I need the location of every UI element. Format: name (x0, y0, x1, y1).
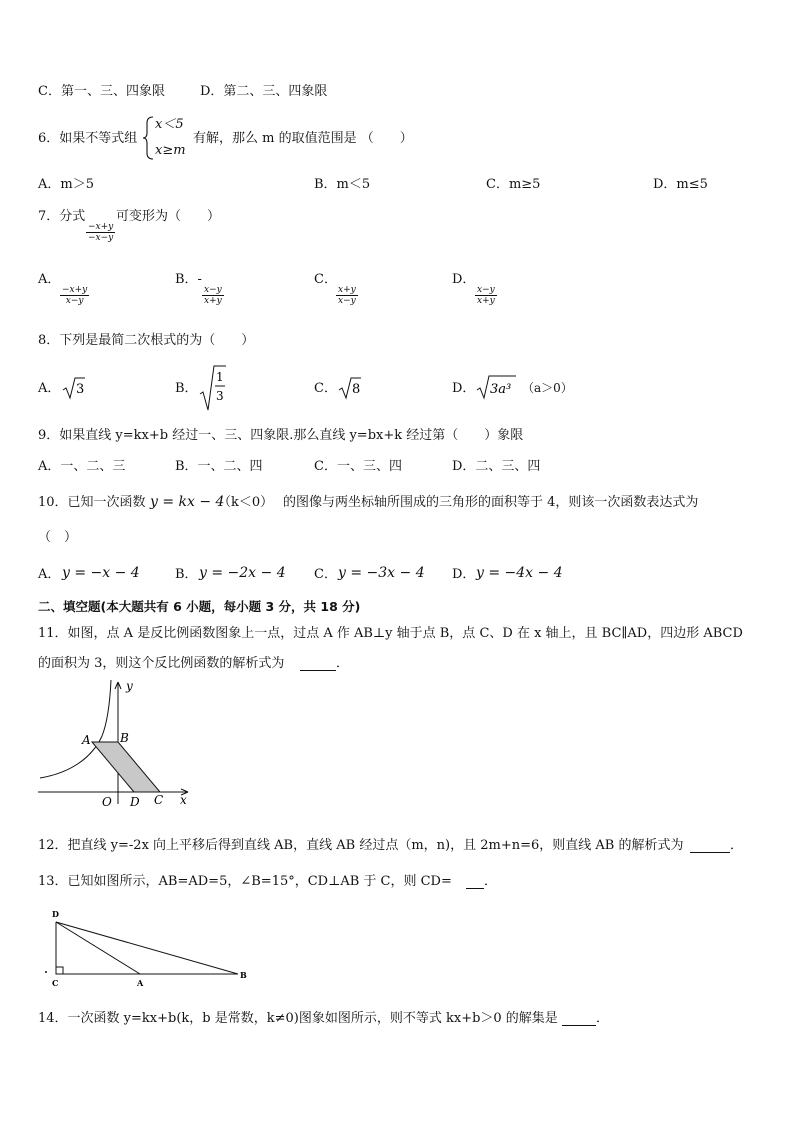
q10-answer-paren: （ ） (38, 530, 78, 545)
q7-option-c-fraction (336, 285, 358, 306)
q7-prefix: 7．分式 (38, 209, 86, 224)
q8-option-b-numerator: 1 (216, 370, 224, 384)
q8-option-b-denominator: 3 (216, 389, 224, 403)
q11-label-b: B (120, 731, 129, 745)
q13-label-c: C (52, 978, 59, 988)
section-2-heading: 二、填空题(本大题共有 6 小题，每小题 3 分，共 18 分) (38, 599, 361, 614)
q11-label-c: C (154, 793, 164, 807)
q8-option-b-label: B． (175, 381, 198, 396)
q13-text: 13．已知如图所示，AB=AD=5，∠B=15°，CD⊥AB 于 C，则 CD= (38, 874, 452, 889)
q7-suffix: 可变形为（ ） (116, 209, 221, 224)
q7-option-d-numerator: x−y (477, 285, 495, 295)
q10-option-d-function: y = −4x − 4 (476, 565, 563, 581)
q13-end: ． (484, 874, 498, 889)
q11-parallelogram (92, 742, 160, 792)
q8-option-d-condition: （a＞0） (522, 381, 573, 395)
q11-hyperbola (40, 680, 111, 778)
q13-segment-da (56, 922, 140, 974)
q11-label-d: D (130, 795, 140, 809)
q7-option-a-numerator: −x+y (62, 285, 88, 295)
q7-fraction-denominator: −x−y (88, 233, 114, 243)
q12-end: ． (730, 838, 744, 853)
q8-option-a-label: A． (38, 381, 61, 396)
q11-line-1: 11．如图，点 A 是反比例函数图象上一点，过点 A 作 AB⊥y 轴于点 B，点 C、D 在 x 轴上，且 BC∥AD，四边形 ABCD (38, 626, 743, 641)
q10-option-a-label: A． (38, 567, 61, 582)
q9-option-c: C．一、三、四 (314, 459, 402, 474)
q8-option-a-radicand: 3 (76, 382, 85, 397)
q6-suffix: 有解，那么 m 的取值范围是 （ ） (193, 131, 413, 146)
q6-inequality-1: x＜5 (155, 117, 184, 132)
q7-option-d-label: D． (452, 272, 476, 287)
q8-option-d-radicand: 3a³ (490, 382, 512, 397)
q7-option-c-label: C． (314, 272, 337, 287)
q8-option-d-label: D． (452, 381, 476, 396)
q14-end: ． (596, 1011, 610, 1026)
q10-prefix: 10．已知一次函数 (38, 495, 146, 510)
q10-option-d-label: D． (452, 567, 476, 582)
q7-option-b-denominator: x+y (204, 296, 222, 306)
q13-label-a: A (137, 978, 144, 988)
q6-option-c: C．m≥5 (486, 177, 541, 192)
q9-option-b: B．一、二、四 (175, 459, 263, 474)
q6-brace (142, 115, 156, 161)
q7-fraction (86, 222, 115, 243)
q14-answer-blank[interactable] (562, 1012, 596, 1026)
q8-option-c-label: C． (314, 381, 337, 396)
q10-option-b-function: y = −2x − 4 (199, 565, 286, 581)
q13-label-b: B (240, 970, 247, 980)
q10-option-c-function: y = −3x − 4 (338, 565, 425, 581)
q13-answer-blank[interactable] (466, 875, 484, 889)
q7-fraction-numerator: −x+y (88, 222, 114, 232)
q7-option-b-fraction (202, 285, 224, 306)
q11-figure (30, 676, 195, 811)
q12-text: 12．把直线 y=-2x 向上平移后得到直线 AB，直线 AB 经过点（m，n)，且 2m+n=6，则直线 AB 的解析式为 (38, 838, 684, 853)
q8-option-c-radical (338, 376, 362, 400)
q9-stem: 9．如果直线 y=kx+b 经过一、三、四象限.那么直线 y=bx+k 经过第（ ）象限 (38, 428, 524, 443)
q13-segment-db (56, 922, 238, 974)
q10-suffix: 的图像与两坐标轴所围成的三角形的面积等于 4，则该一次函数表达式为 (283, 495, 699, 510)
q10-option-a-function: y = −x − 4 (62, 565, 140, 581)
q10-option-b-label: B． (175, 567, 198, 582)
q13-figure (40, 906, 255, 988)
q7-option-d-denominator: x+y (477, 296, 495, 306)
q11-label-y: y (126, 679, 133, 693)
q7-option-a-denominator: x−y (65, 296, 84, 306)
q7-option-c-numerator: x+y (338, 285, 356, 295)
q8-stem: 8．下列是最简二次根式的为（ ） (38, 333, 255, 348)
q7-option-c-denominator: x−y (338, 296, 356, 306)
q7-option-b-numerator: x−y (204, 285, 222, 295)
q10-condition: （k＜0） (218, 495, 274, 510)
q5-option-d: D．第二、三、四象限 (200, 84, 328, 99)
q7-option-b-label: B．- (175, 272, 202, 287)
q10-option-c-label: C． (314, 567, 337, 582)
q6-option-d: D．m≤5 (653, 177, 708, 192)
q5-option-c: C．第一、三、四象限 (38, 84, 165, 99)
q9-option-a: A．一、二、三 (38, 459, 126, 474)
q6-option-a: A．m＞5 (38, 177, 94, 192)
q11-label-o: O (102, 795, 112, 809)
q11-label-a: A (82, 733, 91, 747)
q10-function: y = kx − 4 (150, 494, 225, 510)
q13-right-angle-mark (56, 967, 63, 974)
q11-end: ． (336, 656, 350, 671)
q6-inequality-2: x≥m (155, 143, 186, 158)
q14-text: 14．一次函数 y=kx+b(k，b 是常数，k≠0)图象如图所示，则不等式 kx+b＞0 的解集是 (38, 1011, 558, 1026)
q6-prefix: 6．如果不等式组 (38, 131, 138, 146)
q8-option-a-radical (62, 376, 86, 400)
q11-line-2: 的面积为 3，则这个反比例函数的解析式为 (38, 656, 285, 671)
q7-option-d-fraction (475, 285, 497, 306)
q9-option-d: D．二、三、四 (452, 459, 541, 474)
q7-option-a-fraction (60, 285, 89, 306)
q11-label-x: x (180, 793, 187, 807)
q8-option-c-radicand: 8 (352, 382, 361, 397)
q7-option-a-label: A． (38, 272, 61, 287)
q6-option-b: B．m＜5 (314, 177, 371, 192)
q8-option-b-radical (199, 364, 227, 412)
q8-option-d-radical (476, 374, 518, 400)
q12-answer-blank[interactable] (690, 839, 730, 853)
q13-label-d: D (52, 909, 59, 919)
q11-answer-blank[interactable] (300, 657, 336, 671)
